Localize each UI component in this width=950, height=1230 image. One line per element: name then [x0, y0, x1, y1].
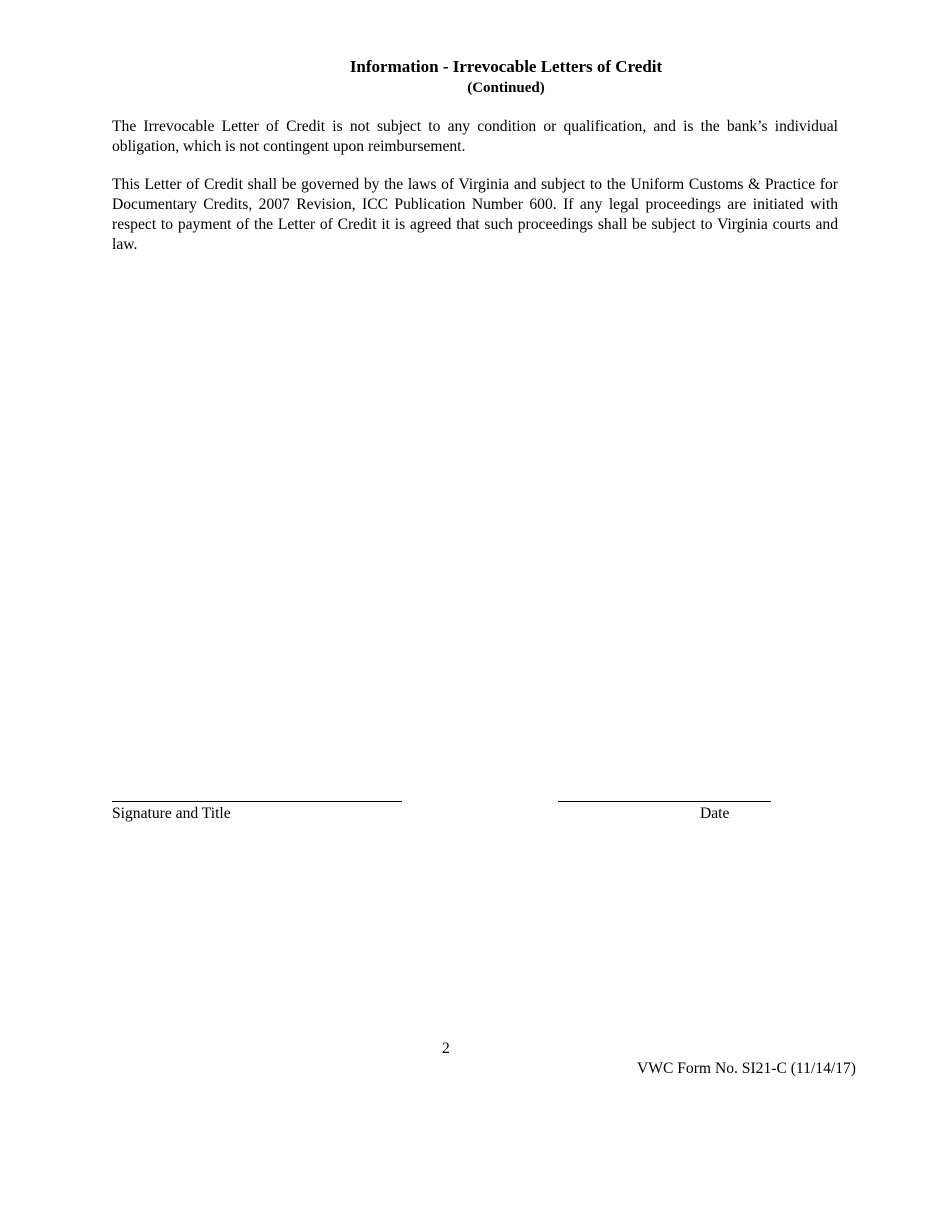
date-line [558, 801, 771, 802]
paragraph-obligation: The Irrevocable Letter of Credit is not subject to any condition or qualification, and is the bank’s individual obligation, which is not contingent upon reimbursement. [112, 118, 838, 155]
paragraph-governing-law: This Letter of Credit shall be governed by the laws of Virginia and subject to the Uniform Customs & Practice for Documentary Credits, 2007 Revision, ICC Publication Number 600. If any legal proceedings are initiated with respect to payment of the Letter of Credit it is agreed that such proceedings shall be subject to Virginia courts and law. [112, 176, 838, 253]
form-identifier: VWC Form No. SI21-C (11/14/17) [636, 1060, 856, 1077]
signature-line [112, 801, 402, 802]
page-number: 2 [442, 1040, 450, 1057]
page-subtitle: (Continued) [467, 80, 545, 96]
signature-label: Signature and Title [112, 805, 231, 822]
page-title: Information - Irrevocable Letters of Credit [349, 57, 663, 76]
date-label: Date [700, 805, 730, 822]
